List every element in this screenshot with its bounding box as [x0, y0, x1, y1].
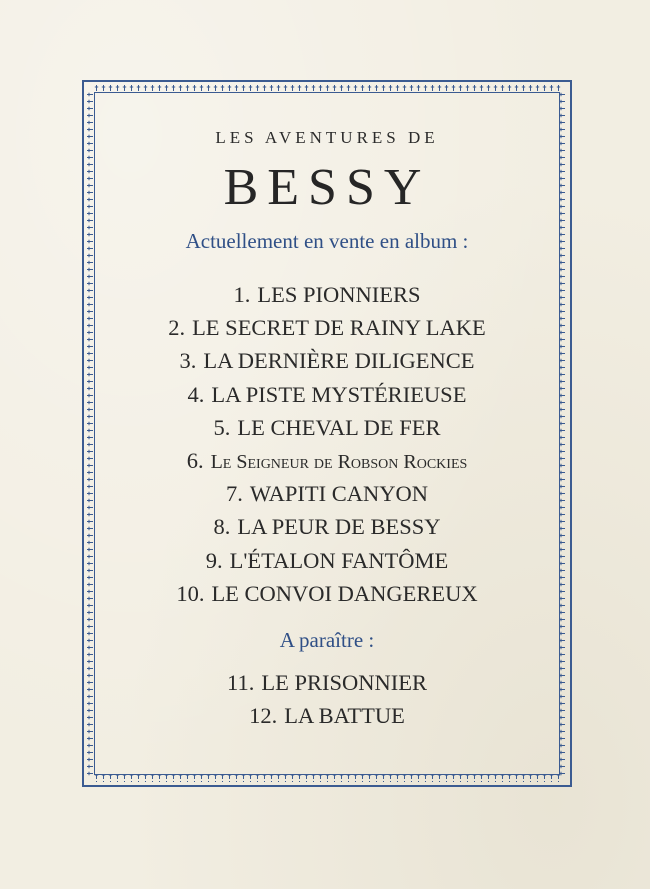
- list-item: [96, 510, 558, 543]
- album-title: LA PEUR DE BESSY: [237, 514, 441, 540]
- list-item: [96, 344, 558, 377]
- album-title: LA BATTUE: [284, 703, 405, 729]
- album-number: 3.: [179, 348, 197, 374]
- album-number: 7.: [226, 481, 243, 507]
- list-item: [96, 577, 558, 610]
- album-number: 12.: [249, 703, 278, 729]
- album-title: LA DERNIÈRE DILIGENCE: [203, 348, 475, 374]
- album-title: LE CHEVAL DE FER: [237, 414, 441, 440]
- album-number: 11.: [227, 669, 255, 695]
- album-number: 10.: [176, 580, 205, 606]
- list-item: [96, 378, 558, 411]
- upcoming-albums-list: [96, 666, 558, 732]
- album-title: L'ÉTALON FANTÔME: [229, 547, 449, 573]
- album-number: 4.: [187, 381, 205, 407]
- list-item: [96, 544, 558, 577]
- list-item: [96, 699, 558, 732]
- album-title: WAPITI CANYON: [249, 481, 428, 507]
- available-albums-list: [96, 278, 558, 610]
- album-title: LA PISTE MYSTÉRIEUSE: [211, 381, 467, 407]
- album-title: LE CONVOI DANGEREUX: [211, 580, 478, 606]
- catalog-content: [96, 128, 558, 732]
- album-number: 2.: [168, 315, 186, 341]
- list-item: [96, 444, 558, 477]
- upcoming-heading: A paraître :: [279, 627, 375, 652]
- list-item: [96, 477, 558, 510]
- list-item: [96, 666, 558, 699]
- list-item: [96, 411, 558, 444]
- series-title: BESSY: [223, 159, 431, 216]
- album-title: LE SECRET DE RAINY LAKE: [192, 315, 486, 341]
- list-item: [96, 278, 558, 311]
- album-number: 5.: [213, 414, 231, 440]
- album-number: 1.: [233, 282, 251, 307]
- album-title: LES PIONNIERS: [257, 282, 421, 307]
- list-item: [96, 311, 558, 344]
- album-title: LE PRISONNIER: [261, 669, 427, 695]
- album-number: 9.: [205, 547, 223, 573]
- album-title: Le Seigneur de Robson Rockies: [210, 450, 468, 473]
- album-number: 6.: [186, 447, 204, 473]
- album-number: 8.: [213, 514, 231, 540]
- series-prefix: LES AVENTURES DE: [215, 128, 439, 147]
- on-sale-heading: Actuellement en vente en album :: [185, 229, 469, 253]
